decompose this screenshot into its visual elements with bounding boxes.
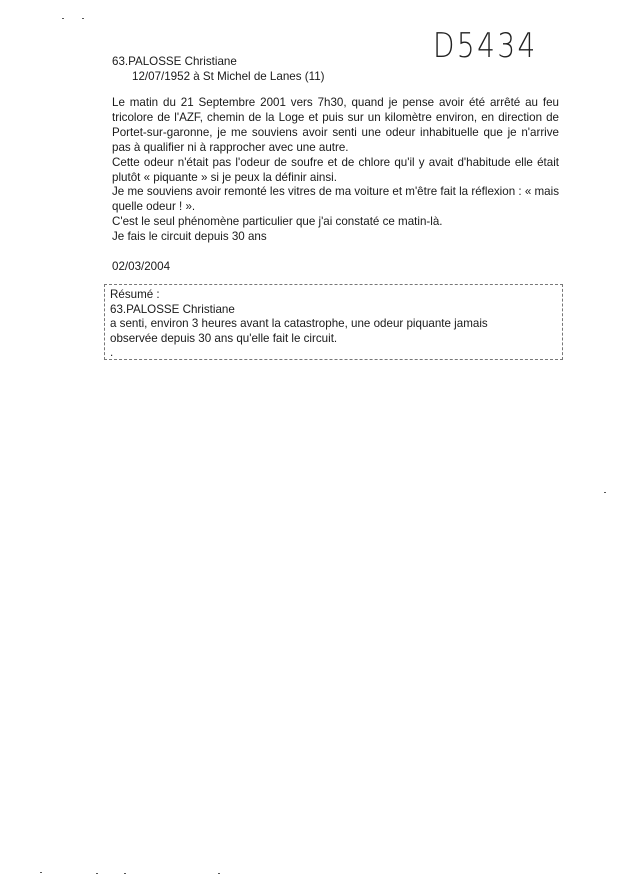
- summary-title: Résumé :: [110, 288, 160, 301]
- statement-paragraph: Je me souviens avoir remonté les vitres de ma voiture et m'être fait la réflexion : « mais quelle odeur ! ».: [112, 185, 559, 214]
- summary-line: a senti, environ 3 heures avant la catastrophe, une odeur piquante jamais: [110, 317, 488, 331]
- witness-name: 63.PALOSSE Christiane: [112, 55, 237, 68]
- statement-date: 02/03/2004: [112, 260, 171, 273]
- summary-box: [104, 284, 563, 360]
- statement-paragraph: Je fais le circuit depuis 30 ans: [112, 230, 267, 244]
- statement-paragraph: Le matin du 21 Septembre 2001 vers 7h30, quand je pense avoir été arrêté au feu tricolore de l'AZF, chemin de la Loge et puis sur un kilomètre environ, en direction de Portet-sur-garonne, je me souviens avoir senti une odeur inhabituelle que je n'arrive pas à qualifier ni à rapprocher avec une autre.: [112, 96, 559, 154]
- statement-paragraph: C'est le seul phénomène particulier que j'ai constaté ce matin-là.: [112, 215, 443, 229]
- summary-line: .: [110, 346, 114, 360]
- summary-name: 63.PALOSSE Christiane: [110, 302, 235, 316]
- summary-line: observée depuis 30 ans qu'elle fait le circuit.: [110, 331, 338, 345]
- statement-text: [112, 96, 559, 245]
- handwritten-reference: D5434: [433, 26, 538, 66]
- statement-paragraph: Cette odeur n'était pas l'odeur de soufre et de chlore qu'il y avait d'habitude elle était plutôt « piquante » si je peux la définir ainsi.: [112, 155, 559, 184]
- witness-birth-info: 12/07/1952 à St Michel de Lanes (11): [132, 70, 325, 83]
